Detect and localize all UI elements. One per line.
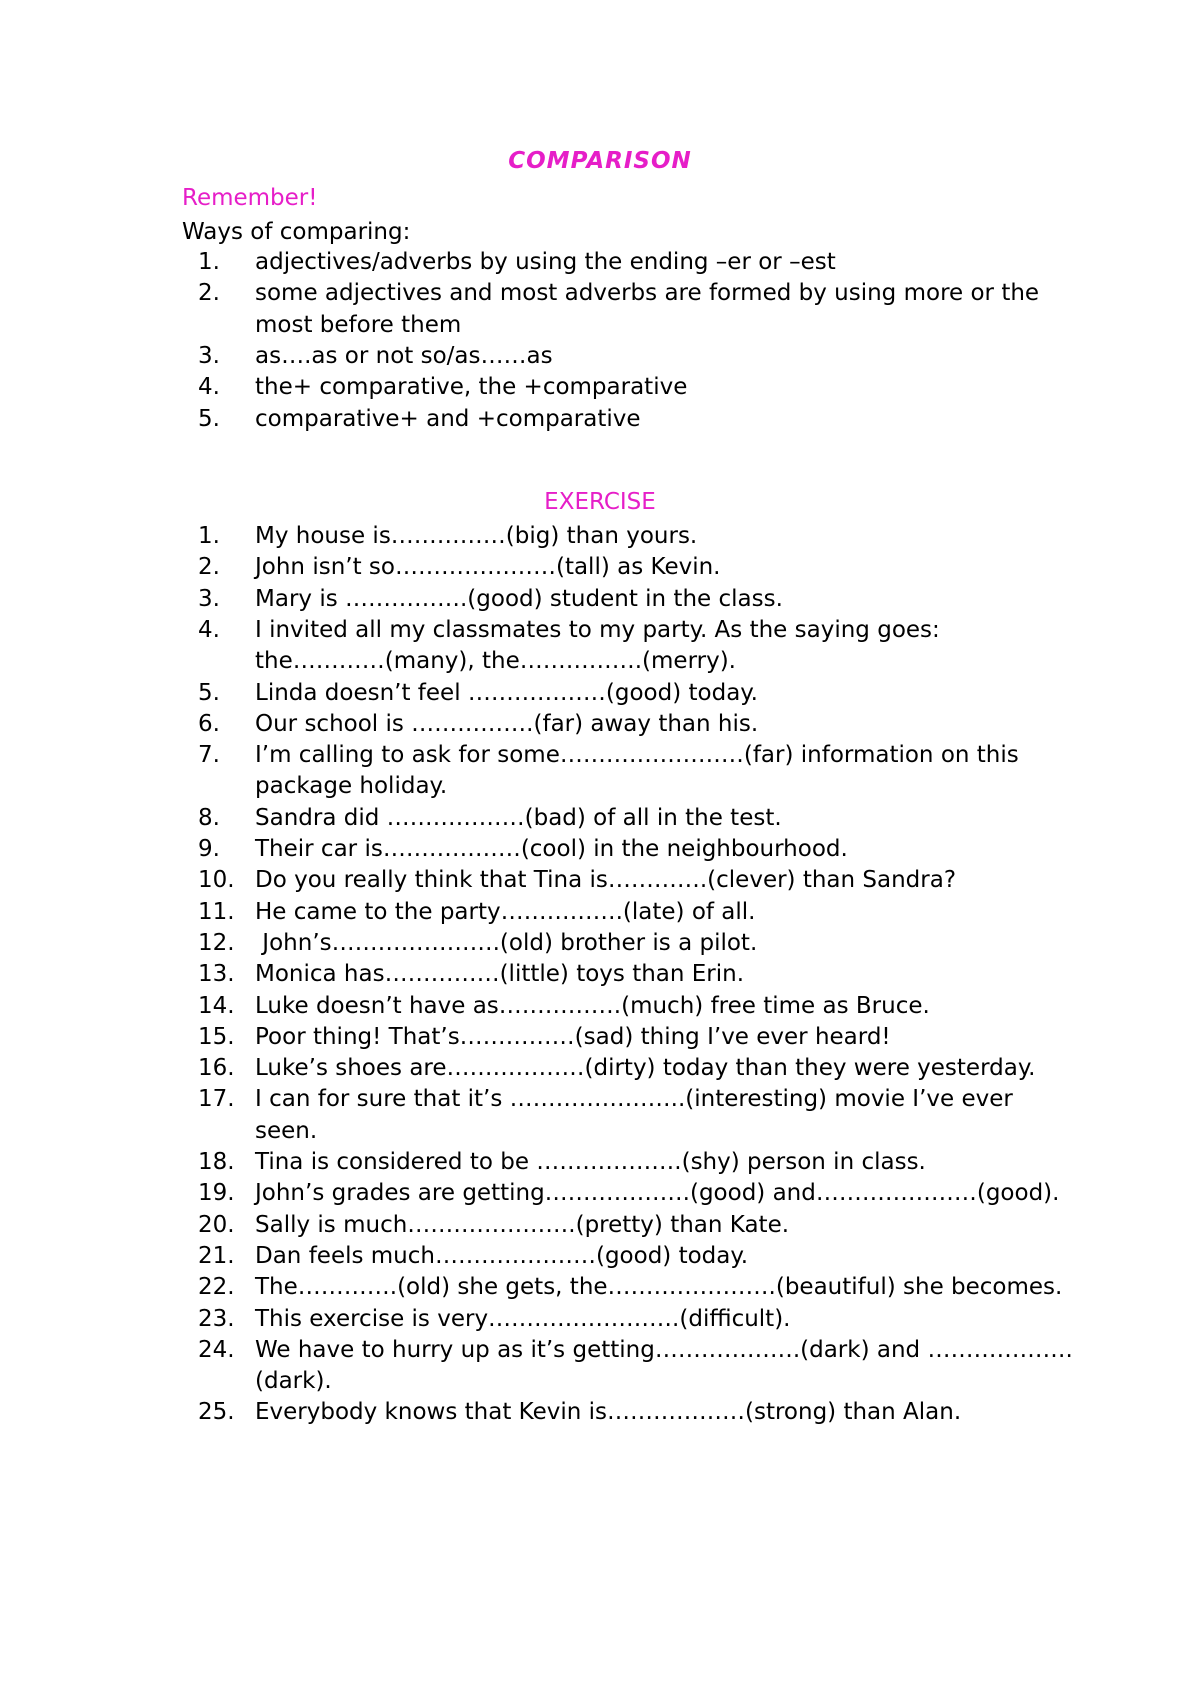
exercise-item-number: 8. xyxy=(198,804,220,831)
exercise-item-text: Their car is………………(cool) in the neighbourhood. xyxy=(255,836,848,862)
exercise-item-text: (dark). xyxy=(255,1368,332,1395)
exercise-item-text: Luke’s shoes are………………(dirty) today than they were yesterday. xyxy=(255,1055,1036,1082)
exercise-item-text: I invited all my classmates to my party. As the saying goes: xyxy=(255,616,940,643)
exercise-item-number: 18. xyxy=(198,1149,235,1175)
exercise-item-text: Dan feels much…………………(good) today. xyxy=(255,1242,749,1269)
ways-item-text: most before them xyxy=(255,311,462,338)
exercise-item-text: The………….(old) she gets, the………………….(beautiful) she becomes. xyxy=(255,1274,1063,1301)
ways-item-number: 4. xyxy=(198,374,220,401)
exercise-item-number: 15. xyxy=(198,1023,235,1050)
ways-item-number: 5. xyxy=(198,405,220,432)
exercise-item-number: 3. xyxy=(198,585,220,612)
exercise-item-text: John’s grades are getting……………….(good) and…………………(good). xyxy=(255,1180,1060,1207)
exercise-item-text: My house is……………(big) than yours. xyxy=(255,523,698,549)
exercise-item-text: John’s………………….(old) brother is a pilot. xyxy=(255,929,758,956)
ways-item-number: 1. xyxy=(198,249,220,275)
ways-label: Ways of comparing: xyxy=(182,219,411,245)
exercise-item-number: 24. xyxy=(198,1336,235,1363)
exercise-item-text: Our school is …………….(far) away than his. xyxy=(255,710,759,737)
exercise-item-number: 22. xyxy=(198,1274,235,1301)
exercise-item-number: 7. xyxy=(198,742,220,769)
exercise-item-text: We have to hurry up as it’s getting……………….(dark) and ………………. xyxy=(255,1336,1073,1363)
exercise-item-text: seen. xyxy=(255,1117,318,1144)
exercise-item-number: 14. xyxy=(198,992,235,1019)
exercise-item-number: 21. xyxy=(198,1242,235,1269)
exercise-item-text: Linda doesn’t feel ………………(good) today. xyxy=(255,679,758,706)
exercise-item-text: Luke doesn’t have as…………….(much) free time as Bruce. xyxy=(255,992,930,1019)
ways-item-number: 2. xyxy=(198,280,220,307)
exercise-item-text: I can for sure that it’s …………………..(interesting) movie I’ve ever xyxy=(255,1086,1013,1113)
exercise-item-text: This exercise is very…………………….(difficult). xyxy=(255,1305,791,1332)
ways-item-text: comparative+ and +comparative xyxy=(255,405,641,432)
exercise-item-text: John isn’t so…………………(tall) as Kevin. xyxy=(255,554,721,581)
exercise-item-number: 4. xyxy=(198,616,220,643)
exercise-item-text: Do you really think that Tina is………….(clever) than Sandra? xyxy=(255,867,957,894)
exercise-item-text: Tina is considered to be ……………….(shy) person in class. xyxy=(255,1149,926,1175)
exercise-item-number: 16. xyxy=(198,1055,235,1082)
exercise-item-text: Poor thing! That’s……………(sad) thing I’ve ever heard! xyxy=(255,1023,891,1050)
ways-item-text: adjectives/adverbs by using the ending –er or –est xyxy=(255,249,836,275)
exercise-item-number: 20. xyxy=(198,1211,235,1238)
exercise-item-text: the…………(many), the…………….(merry). xyxy=(255,648,736,675)
exercise-item-number: 10. xyxy=(198,867,235,894)
exercise-item-text: Sandra did ………………(bad) of all in the test. xyxy=(255,804,782,831)
exercise-item-number: 17. xyxy=(198,1086,235,1113)
exercise-item-text: Everybody knows that Kevin is………………(strong) than Alan. xyxy=(255,1399,962,1426)
ways-item-text: some adjectives and most adverbs are formed by using more or the xyxy=(255,280,1040,307)
exercise-heading: EXERCISE xyxy=(544,489,656,515)
ways-item-text: the+ comparative, the +comparative xyxy=(255,374,688,401)
exercise-item-text: Monica has……………(little) toys than Erin. xyxy=(255,961,745,988)
exercise-item-number: 12. xyxy=(198,929,235,956)
exercise-item-number: 11. xyxy=(198,898,235,925)
exercise-item-text: I’m calling to ask for some……………………(far) information on this xyxy=(255,742,1019,769)
ways-item-number: 3. xyxy=(198,342,220,369)
page-title: COMPARISON xyxy=(508,148,692,174)
exercise-item-number: 5. xyxy=(198,679,220,706)
exercise-item-number: 2. xyxy=(198,554,220,581)
exercise-item-number: 19. xyxy=(198,1180,235,1207)
exercise-item-text: Sally is much………………….(pretty) than Kate. xyxy=(255,1211,790,1238)
exercise-item-number: 23. xyxy=(198,1305,235,1332)
ways-item-text: as….as or not so/as……as xyxy=(255,342,553,369)
exercise-item-text: package holiday. xyxy=(255,773,448,800)
exercise-item-number: 25. xyxy=(198,1399,235,1426)
exercise-item-number: 1. xyxy=(198,523,220,549)
exercise-item-text: Mary is …………….(good) student in the class. xyxy=(255,585,783,612)
exercise-item-number: 6. xyxy=(198,710,220,737)
exercise-item-text: He came to the party…………….(late) of all. xyxy=(255,898,756,925)
exercise-item-number: 13. xyxy=(198,961,235,988)
remember-label: Remember! xyxy=(182,185,318,211)
exercise-item-number: 9. xyxy=(198,836,220,862)
